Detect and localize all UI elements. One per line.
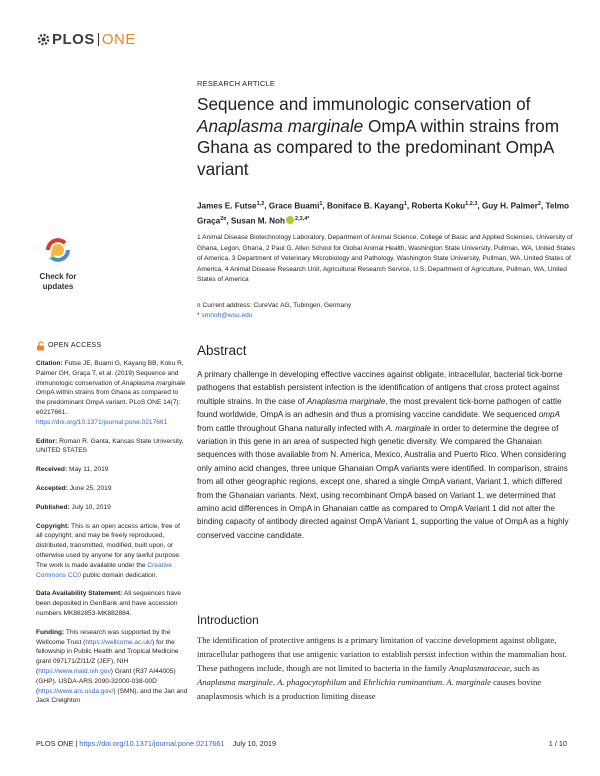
published-block bbox=[36, 503, 188, 513]
accepted-label: Accepted: bbox=[36, 484, 68, 492]
author-5-affil: 2 bbox=[537, 201, 541, 207]
niaid-link[interactable]: https://www.niaid.nih.gov bbox=[38, 667, 111, 675]
published-label: Published: bbox=[36, 503, 70, 511]
citation-species: Anaplasma marginale bbox=[121, 379, 186, 387]
author-1: James E. Futse bbox=[197, 201, 257, 211]
page-number: 1 / 10 bbox=[548, 739, 567, 748]
open-access-label: OPEN ACCESS bbox=[48, 342, 102, 350]
plos-one-logo[interactable] bbox=[37, 31, 136, 48]
abstract-heading: Abstract bbox=[197, 343, 247, 358]
author-1-affil: 1,2 bbox=[256, 201, 265, 207]
received-block bbox=[36, 465, 188, 475]
abstract-species-2: A. marginale bbox=[385, 423, 431, 433]
intro-species-5: A. marginale bbox=[446, 677, 491, 687]
funding-text4: ) (SMN), and the Jan and Jack Creighton bbox=[36, 687, 188, 705]
editor-block bbox=[36, 437, 188, 457]
funding-block bbox=[36, 628, 188, 706]
affiliations: 1 Animal Disease Biotechnology Laboratory, Department of Animal Science, College of Basic and Applied Sciences, University of Ghana, Legon, Ghana, 2 Paul G. Allen School for Global Animal Health, Washington State University, Pullman, WA, United States of America, 3 Department of Veterinary Microbiology and Pathology, Washington State University, Pullman, WA, United States of America, 4 Animal Disease Research Unit, Agricultural Research Service, U.S. Department of Agriculture, Pullman, WA, United States of America bbox=[197, 234, 575, 284]
published-date: July 10, 2019 bbox=[69, 503, 111, 511]
introduction-body bbox=[197, 633, 573, 703]
author-7: , Susan M. Noh bbox=[226, 216, 286, 226]
corresp-marker: * bbox=[197, 312, 202, 319]
intro-text-1: The identification of protective antigens is a primary limitation of vaccine development against obligate, intracellular pathogens that use antigenic variation to establish persist infection within the mammalian host. These pathogens include, though are not limited to bacteria in the family bbox=[197, 635, 567, 673]
intro-species-3: A. phagocytophilum bbox=[277, 677, 347, 687]
plos-gear-icon bbox=[37, 33, 50, 46]
footer-journal: PLOS ONE bbox=[36, 739, 74, 748]
footer-doi-link[interactable]: https://doi.org/10.1371/journal.pone.0217661 bbox=[79, 739, 225, 748]
abstract-text-2: , the most prevalent tick-borne pathogen of cattle found worldwide, OmpA is an adhesin and thus a promising vaccine candidate. We sequenced bbox=[197, 396, 562, 420]
check-updates-icon bbox=[43, 235, 73, 265]
copyright-text2: public domain dedication. bbox=[81, 571, 158, 579]
check-for-updates-badge[interactable] bbox=[36, 235, 80, 291]
logo-divider bbox=[98, 33, 99, 46]
intro-text-3: , bbox=[272, 677, 278, 687]
copyright-block bbox=[36, 522, 188, 581]
intro-species-2: Anaplasma marginale bbox=[197, 677, 273, 687]
copyright-label: Copyright: bbox=[36, 522, 70, 530]
intro-text-6: causes bovine anaplasmosis which is a production limiting disease bbox=[197, 677, 542, 701]
footer-date: July 10, 2019 bbox=[232, 739, 277, 748]
citation-text1: Futse JE, Buami G, Kayang BB, Koku R, Palmer GH, Graça T, et al. (2019) Sequence and immunologic conservation of bbox=[36, 360, 184, 387]
author-2: , Grace Buami bbox=[264, 201, 320, 211]
funding-text2: ) for the fellowship in Public Health and Tropical Medicine grant 097171/Z/11/Z (JEF), NIH ( bbox=[36, 638, 179, 675]
introduction-heading: Introduction bbox=[197, 613, 259, 627]
cc0-link[interactable]: Creative Commons CC0 bbox=[36, 561, 172, 579]
author-4: , Roberta Koku bbox=[406, 201, 466, 211]
abstract-text-3: from cattle throughout Ghana naturally infected with bbox=[197, 423, 386, 433]
abstract-gene: ompA bbox=[538, 410, 560, 420]
orcid-icon[interactable] bbox=[286, 216, 294, 224]
page-footer bbox=[36, 739, 567, 753]
author-2-affil: 1 bbox=[319, 201, 323, 207]
author-7-corresp: * bbox=[307, 215, 310, 222]
editor-text: Roman R. Ganta, Kansas State University, UNITED STATES bbox=[36, 437, 184, 455]
received-date: May 11, 2019 bbox=[67, 466, 109, 474]
editor-label: Editor: bbox=[36, 437, 58, 445]
article-title bbox=[197, 94, 577, 180]
copyright-text: This is an open access article, free of all copyright, and may be freely reproduced, distributed, transmitted, modified, built upon, or otherwise used by anyone for any lawful purpose. The work is made available under the bbox=[36, 522, 181, 569]
title-part2: OmpA within strains from Ghana as compared to the predominant OmpA variant bbox=[197, 115, 560, 179]
intro-species-1: Anaplasmataceae bbox=[448, 663, 510, 673]
current-address: ¤ Current address: CureVac AG, Tubingen, Germany bbox=[197, 302, 352, 309]
check-updates-line2: updates bbox=[42, 281, 74, 291]
citation-doi-link[interactable]: https://doi.org/10.1371/journal.pone.0217661 bbox=[36, 418, 168, 426]
abstract-species-1: Anaplasma marginale bbox=[306, 396, 386, 406]
article-info-sidebar bbox=[36, 341, 188, 715]
article-type: RESEARCH ARTICLE bbox=[197, 79, 276, 88]
author-6: , Telmo Graça bbox=[197, 201, 570, 226]
intro-species-4: Ehrlichia ruminantium bbox=[363, 677, 443, 687]
author-7-affil: 2,3,4 bbox=[295, 215, 308, 222]
intro-text-4: and bbox=[346, 677, 364, 687]
author-3-affil: 1 bbox=[403, 201, 407, 207]
author-6-affil: 2¤ bbox=[220, 215, 227, 222]
citation-text2: OmpA within strains from Ghana as compared to the predominant OmpA variant. PLoS ONE 14(7): e0217661. bbox=[36, 389, 181, 416]
check-updates-line1: Check for bbox=[39, 272, 77, 281]
accepted-block bbox=[36, 484, 188, 494]
intro-text-2: , such as bbox=[509, 663, 540, 673]
data-availability-block bbox=[36, 589, 188, 618]
funding-text3: ) Grant (R37 AI44005) (GHP). USDA-ARS 2090-32000-038-00D ( bbox=[36, 667, 176, 695]
intro-text-5: . bbox=[442, 677, 447, 687]
logo-plos-text: PLOS bbox=[52, 31, 95, 48]
funding-label: Funding: bbox=[36, 628, 65, 636]
logo-one-text: ONE bbox=[101, 31, 136, 48]
author-5: , Guy H. Palmer bbox=[477, 201, 538, 211]
citation-label: Citation: bbox=[36, 360, 63, 367]
abstract-text-1: A primary challenge in developing effective vaccines against obligate, intracellular, bacterial tick-borne pathogens that establish persistent infection is the identification of antigens that cross protect against multiple strains. In the case of bbox=[197, 370, 563, 406]
wellcome-link[interactable]: https://wellcome.ac.uk/ bbox=[85, 638, 153, 646]
corresp-email-link[interactable]: smnoh@wsu.edu bbox=[201, 312, 253, 319]
received-label: Received: bbox=[36, 466, 68, 474]
open-access-row bbox=[36, 341, 188, 351]
funding-text1: This research was supported by the Wellcome Trust ( bbox=[36, 628, 171, 646]
accepted-date: June 25, 2019 bbox=[67, 484, 112, 492]
open-lock-icon bbox=[36, 341, 45, 351]
data-availability-text: All sequences have been deposited in GenBank and have accession numbers MK882853-MK882884. bbox=[36, 590, 182, 617]
correspondence bbox=[197, 311, 252, 322]
usda-link[interactable]: https://www.ars.usda.gov/ bbox=[38, 687, 114, 695]
abstract-text-4: in order to determine the degree of variation in this gene in an area of suspected high genetic diversity. We compared the Ghanaian sequences with those available from N. America, Mexico, Australia and Puerto Rico. When considering only amino acid changes, three unique Ghanaian OmpA variants were identified. In comparison, strains from all other geographic regions, except one, shared a single OmpA variant, Variant 1, which differed from the Ghanaian variants. Next, using recombinant OmpA based on Variant 1, we determined that amino acid differences in OmpA in Ghanaian cattle as compared to OmpA Variant 1 did not alter the binding capacity of antibody directed against OmpA Variant 1, supporting the value of OmpA as a highly conserved vaccine candidate. bbox=[197, 423, 569, 540]
citation-block bbox=[36, 359, 188, 428]
abstract-body bbox=[197, 368, 569, 542]
author-3: , Boniface B. Kayang bbox=[322, 201, 404, 211]
author-4-affil: 1,2,3 bbox=[465, 201, 478, 207]
footer-sep-1: | bbox=[73, 739, 80, 748]
data-availability-label: Data Availability Statement: bbox=[36, 590, 123, 598]
title-species: Anaplasma marginale bbox=[197, 115, 364, 136]
author-list bbox=[197, 198, 577, 227]
title-part1: Sequence and immunologic conservation of bbox=[197, 94, 531, 114]
